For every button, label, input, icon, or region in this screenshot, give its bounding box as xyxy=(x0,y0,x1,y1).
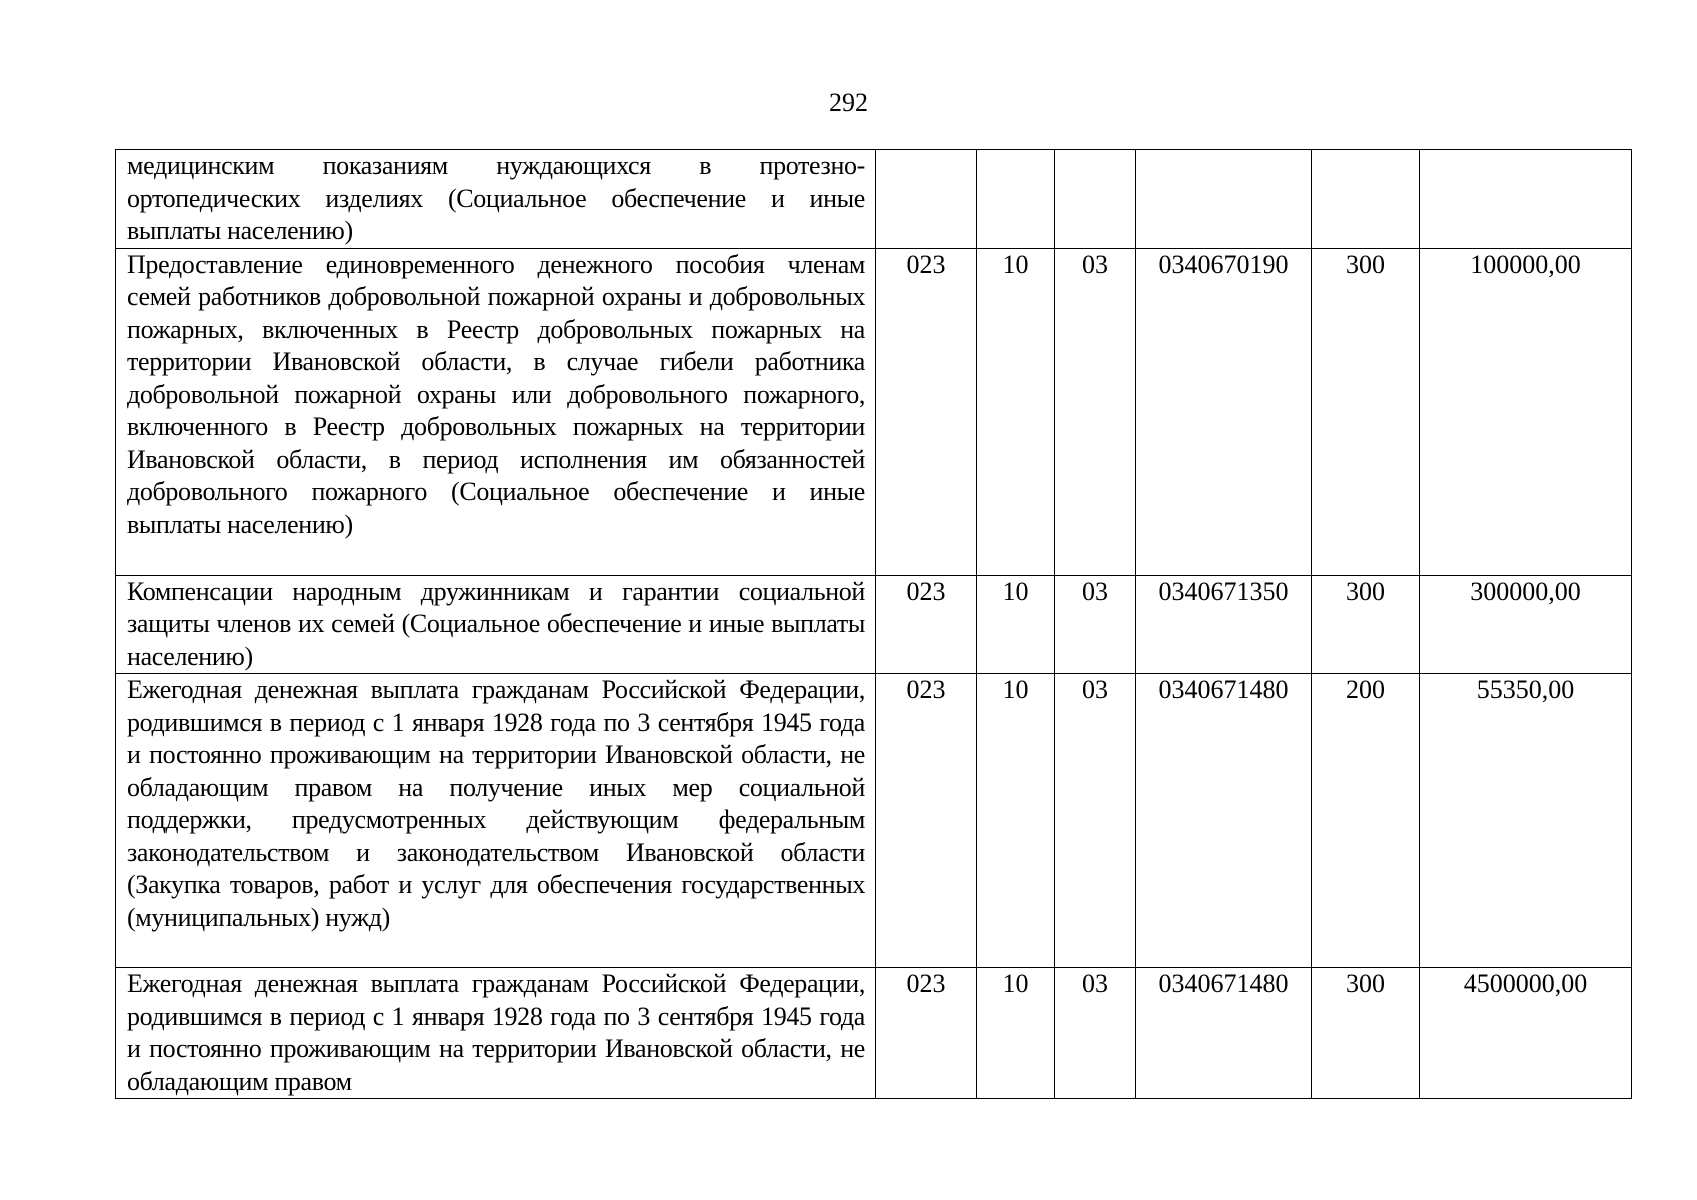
amount xyxy=(1420,150,1632,249)
row-description: Ежегодная денежная выплата гражданам Российской Федерации, родившимся в период с 1 января 1928 года по 3 сентября 1945 года и постоянно проживающим на территории Ивановской области, не обладающим правом на получение иных мер социальной поддержки, предусмотренных действующим федеральным законодательством и законодательством Ивановской области (Закупка товаров, работ и услуг для обеспечения государственных (муниципальных) нужд) xyxy=(116,674,876,968)
subsection-code: 03 xyxy=(1055,248,1136,575)
ministry-code: 023 xyxy=(876,968,977,1099)
amount: 55350,00 xyxy=(1420,674,1632,968)
subsection-code xyxy=(1055,150,1136,249)
subsection-code: 03 xyxy=(1055,968,1136,1099)
table-row xyxy=(116,674,1632,968)
amount: 100000,00 xyxy=(1420,248,1632,575)
expense-type-code: 300 xyxy=(1312,968,1420,1099)
target-article-code: 0340670190 xyxy=(1136,248,1312,575)
amount: 4500000,00 xyxy=(1420,968,1632,1099)
amount: 300000,00 xyxy=(1420,575,1632,674)
table-row xyxy=(116,150,1632,249)
table-row xyxy=(116,968,1632,1099)
target-article-code xyxy=(1136,150,1312,249)
target-article-code: 0340671480 xyxy=(1136,968,1312,1099)
expense-type-code: 300 xyxy=(1312,248,1420,575)
subsection-code: 03 xyxy=(1055,575,1136,674)
expense-type-code xyxy=(1312,150,1420,249)
ministry-code: 023 xyxy=(876,575,977,674)
target-article-code: 0340671480 xyxy=(1136,674,1312,968)
expense-type-code: 300 xyxy=(1312,575,1420,674)
table-row xyxy=(116,248,1632,575)
ministry-code: 023 xyxy=(876,248,977,575)
target-article-code: 0340671350 xyxy=(1136,575,1312,674)
row-description: Компенсации народным дружинникам и гарантии социальной защиты членов их семей (Социальное обеспечение и иные выплаты населению) xyxy=(116,575,876,674)
section-code: 10 xyxy=(977,575,1055,674)
expense-type-code: 200 xyxy=(1312,674,1420,968)
section-code: 10 xyxy=(977,248,1055,575)
subsection-code: 03 xyxy=(1055,674,1136,968)
row-description: медицинским показаниям нуждающихся в протезно-ортопедических изделиях (Социальное обеспечение и иные выплаты населению) xyxy=(116,150,876,249)
ministry-code: 023 xyxy=(876,674,977,968)
row-description: Предоставление единовременного денежного пособия членам семей работников добровольной пожарной охраны и добровольных пожарных, включенных в Реестр добровольных пожарных на территории Ивановской области, в случае гибели работника добровольной пожарной охраны или добровольного пожарного, включенного в Реестр добровольных пожарных на территории Ивановской области, в период исполнения им обязанностей добровольного пожарного (Социальное обеспечение и иные выплаты населению) xyxy=(116,248,876,575)
table-row xyxy=(116,575,1632,674)
section-code: 10 xyxy=(977,968,1055,1099)
section-code: 10 xyxy=(977,674,1055,968)
budget-table xyxy=(115,149,1632,1099)
page-number: 292 xyxy=(829,88,868,117)
section-code xyxy=(977,150,1055,249)
row-description: Ежегодная денежная выплата гражданам Российской Федерации, родившимся в период с 1 января 1928 года по 3 сентября 1945 года и постоянно проживающим на территории Ивановской области, не обладающим правом xyxy=(116,968,876,1099)
ministry-code xyxy=(876,150,977,249)
